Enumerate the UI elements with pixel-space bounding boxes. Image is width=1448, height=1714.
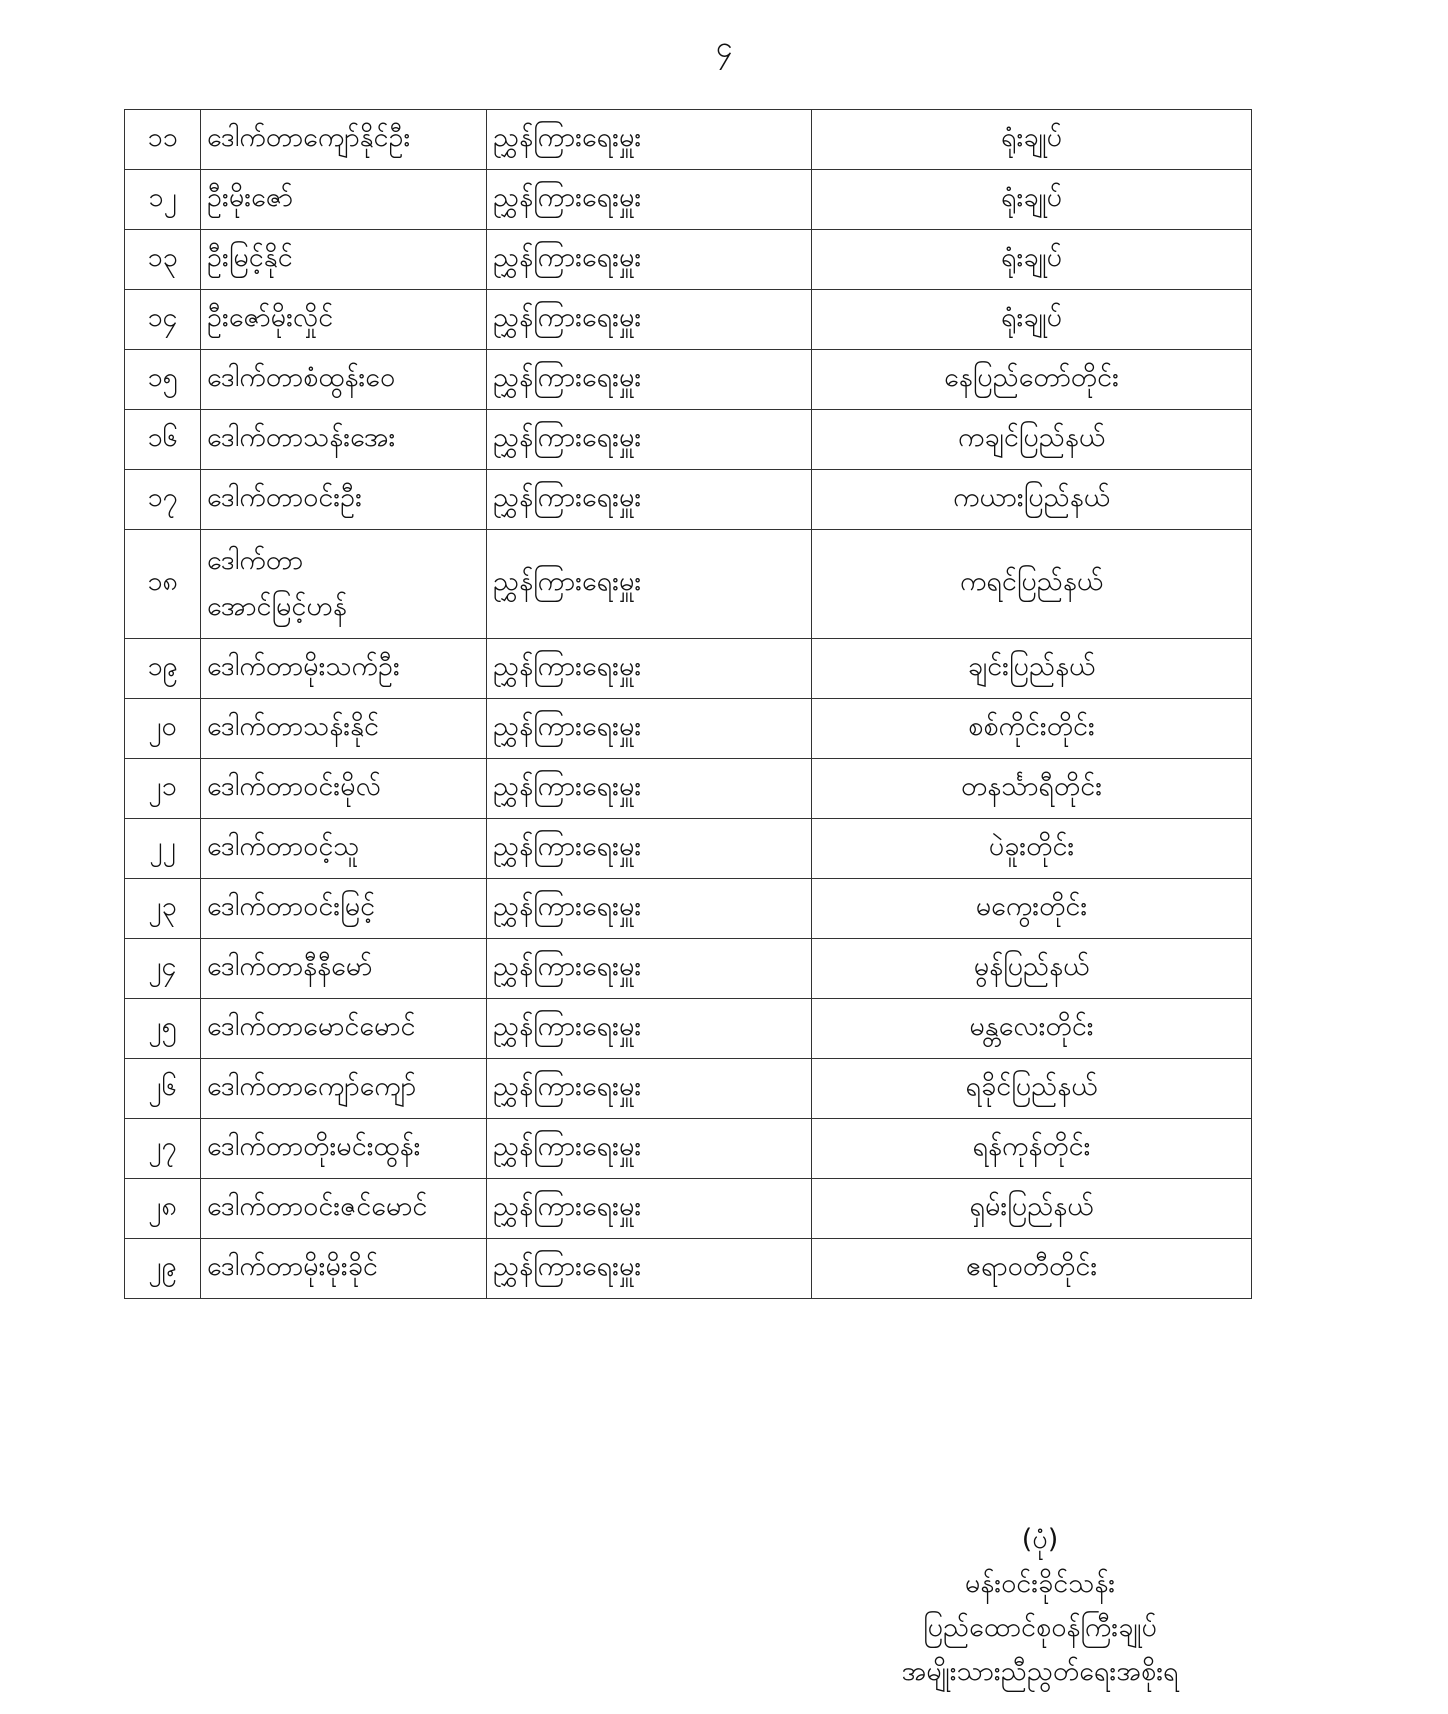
position-title: ညွှန်ကြားရေးမှူး (487, 350, 812, 410)
table-row (125, 1119, 1252, 1179)
position-title: ညွှန်ကြားရေးမှူး (487, 999, 812, 1059)
table-row (125, 170, 1252, 230)
signer-title: ပြည်ထောင်စုဝန်ကြီးချုပ် (923, 1612, 1157, 1643)
position-title: ညွှန်ကြားရေးမှူး (487, 759, 812, 819)
row-number: ၂၉ (125, 1239, 201, 1299)
row-number: ၂၀ (125, 699, 201, 759)
organization-name: အမျိုးသားညီညွတ်ရေးအစိုးရ (901, 1656, 1179, 1687)
assigned-area: နေပြည်တော်တိုင်း (812, 350, 1252, 410)
table-row (125, 1239, 1252, 1299)
position-title: ညွှန်ကြားရေးမှူး (487, 530, 812, 639)
assigned-area: ရခိုင်ပြည်နယ် (812, 1059, 1252, 1119)
table-row (125, 1059, 1252, 1119)
person-name-line: ဒေါက်တာ (207, 545, 304, 576)
position-title: ညွှန်ကြားရေးမှူး (487, 1179, 812, 1239)
position-title: ညွှန်ကြားရေးမှူး (487, 1239, 812, 1299)
person-name: ဒေါက်တာသန်းနိုင် (201, 699, 487, 759)
assigned-area: ရုံးချုပ် (812, 290, 1252, 350)
row-number: ၁၆ (125, 410, 201, 470)
signer-name: မန်းဝင်းခိုင်သန်း (964, 1568, 1116, 1599)
row-number: ၁၇ (125, 470, 201, 530)
row-number: ၂၁ (125, 759, 201, 819)
table-row (125, 290, 1252, 350)
person-name: ဒေါက်တာသန်းအေး (201, 410, 487, 470)
table-row (125, 639, 1252, 699)
row-number: ၁၉ (125, 639, 201, 699)
person-name: ဒေါက်တာဝင်းဦး (201, 470, 487, 530)
row-number: ၁၂ (125, 170, 201, 230)
table-row (125, 470, 1252, 530)
table-row (125, 350, 1252, 410)
position-title: ညွှန်ကြားရေးမှူး (487, 290, 812, 350)
person-name: ဒေါက်တာမိုးသက်ဦး (201, 639, 487, 699)
position-title: ညွှန်ကြားရေးမှူး (487, 110, 812, 170)
row-number: ၂၃ (125, 879, 201, 939)
table-row (125, 410, 1252, 470)
person-name (201, 530, 487, 639)
person-name-line: အောင်မြင့်ဟန် (207, 591, 347, 622)
assigned-area: ကချင်ပြည်နယ် (812, 410, 1252, 470)
person-name: ဒေါက်တာဝင်းဇင်မောင် (201, 1179, 487, 1239)
assigned-area: ရှမ်းပြည်နယ် (812, 1179, 1252, 1239)
person-name: ဒေါက်တာစံထွန်းဝေ (201, 350, 487, 410)
row-number: ၂၆ (125, 1059, 201, 1119)
table-row (125, 819, 1252, 879)
person-name: ဒေါက်တာမိုးမိုးခိုင် (201, 1239, 487, 1299)
table-row (125, 1179, 1252, 1239)
person-name: ဒေါက်တာကျော်ကျော် (201, 1059, 487, 1119)
table-row (125, 999, 1252, 1059)
position-title: ညွှန်ကြားရေးမှူး (487, 639, 812, 699)
position-title: ညွှန်ကြားရေးမှူး (487, 879, 812, 939)
assigned-area: တနင်္သာရီတိုင်း (812, 759, 1252, 819)
assigned-area: ရုံးချုပ် (812, 170, 1252, 230)
position-title: ညွှန်ကြားရေးမှူး (487, 470, 812, 530)
row-number: ၂၈ (125, 1179, 201, 1239)
row-number: ၁၁ (125, 110, 201, 170)
person-name: ဦးဇော်မိုးလှိုင် (201, 290, 487, 350)
assigned-area: ရန်ကုန်တိုင်း (812, 1119, 1252, 1179)
row-number: ၁၈ (125, 530, 201, 639)
position-title: ညွှန်ကြားရေးမှူး (487, 230, 812, 290)
person-name: ဒေါက်တာဝင်းမိုလ် (201, 759, 487, 819)
assigned-area: မကွေးတိုင်း (812, 879, 1252, 939)
position-title: ညွှန်ကြားရေးမှူး (487, 170, 812, 230)
row-number: ၂၅ (125, 999, 201, 1059)
assigned-area: ပဲခူးတိုင်း (812, 819, 1252, 879)
row-number: ၁၅ (125, 350, 201, 410)
person-name: ဒေါက်တာတိုးမင်းထွန်း (201, 1119, 487, 1179)
row-number: ၂၂ (125, 819, 201, 879)
assigned-area: ကရင်ပြည်နယ် (812, 530, 1252, 639)
assigned-area: ရုံးချုပ် (812, 230, 1252, 290)
table-row (125, 939, 1252, 999)
signed-mark: (ပုံ) (1021, 1524, 1059, 1555)
person-name: ဦးမိုးဇော် (201, 170, 487, 230)
position-title: ညွှန်ကြားရေးမှူး (487, 410, 812, 470)
assigned-area: ဧရာဝတီတိုင်း (812, 1239, 1252, 1299)
table-row (125, 110, 1252, 170)
position-title: ညွှန်ကြားရေးမှူး (487, 699, 812, 759)
person-name: ဒေါက်တာကျော်နိုင်ဦး (201, 110, 487, 170)
table-row (125, 759, 1252, 819)
assigned-area: ရုံးချုပ် (812, 110, 1252, 170)
row-number: ၁၃ (125, 230, 201, 290)
person-name: ဒေါက်တာမောင်မောင် (201, 999, 487, 1059)
table-row (125, 699, 1252, 759)
row-number: ၂၄ (125, 939, 201, 999)
staff-table (124, 109, 1252, 1299)
assigned-area: စစ်ကိုင်းတိုင်း (812, 699, 1252, 759)
position-title: ညွှန်ကြားရေးမှူး (487, 819, 812, 879)
assigned-area: မန္တလေးတိုင်း (812, 999, 1252, 1059)
person-name: ဦးမြင့်နိုင် (201, 230, 487, 290)
position-title: ညွှန်ကြားရေးမှူး (487, 1119, 812, 1179)
page-number: ၄ (715, 30, 733, 65)
assigned-area: ချင်းပြည်နယ် (812, 639, 1252, 699)
table-row (125, 530, 1252, 639)
table-row (125, 879, 1252, 939)
person-name: ဒေါက်တာနီနီမော် (201, 939, 487, 999)
person-name: ဒေါက်တာဝင်းမြင့် (201, 879, 487, 939)
table-row (125, 230, 1252, 290)
signature-block (880, 1518, 1200, 1694)
assigned-area: မွန်ပြည်နယ် (812, 939, 1252, 999)
row-number: ၁၄ (125, 290, 201, 350)
person-name: ဒေါက်တာဝင့်သူ (201, 819, 487, 879)
position-title: ညွှန်ကြားရေးမှူး (487, 939, 812, 999)
position-title: ညွှန်ကြားရေးမှူး (487, 1059, 812, 1119)
row-number: ၂၇ (125, 1119, 201, 1179)
assigned-area: ကယားပြည်နယ် (812, 470, 1252, 530)
